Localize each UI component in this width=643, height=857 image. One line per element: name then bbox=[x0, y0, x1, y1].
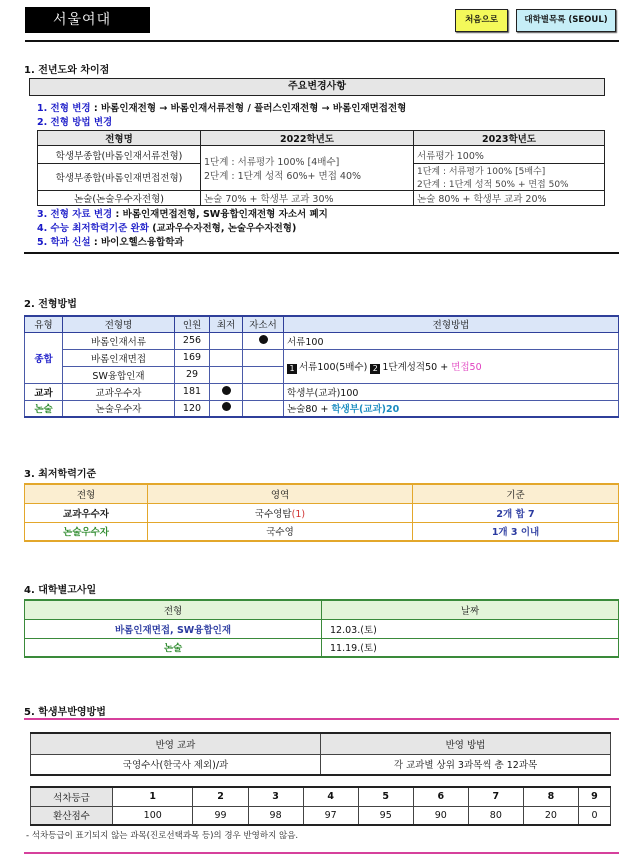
table-cell: 교과우수자 bbox=[25, 503, 148, 522]
step-2-icon: 2 bbox=[370, 364, 380, 374]
col-standard: 기준 bbox=[413, 484, 619, 503]
section-1-heading: 1. 전년도와 차이점 bbox=[24, 65, 110, 76]
table-cell: 학생부(교과)100 bbox=[284, 383, 619, 400]
table-cell: 국수영 bbox=[148, 522, 413, 541]
col-type: 전형 bbox=[25, 484, 148, 503]
table-cell: 국수영탐(1) bbox=[148, 503, 413, 522]
step-1-icon: 1 bbox=[287, 364, 297, 374]
type-comprehensive: 종합 bbox=[25, 332, 63, 383]
table-cell: 12.03.(토) bbox=[322, 619, 619, 638]
check-dot-icon bbox=[222, 386, 231, 395]
col-2023: 2023학년도 bbox=[414, 131, 605, 146]
grade-score-table bbox=[30, 786, 611, 826]
type-essay: 논술 bbox=[25, 400, 63, 417]
grade-cell: 1 bbox=[113, 787, 193, 806]
change-note-5: 5. 학과 신설 : 바이오헬스융합학과 bbox=[37, 237, 184, 248]
row-name: 학생부종합(바롬인재서류전형) bbox=[38, 146, 201, 164]
score-cell: 20 bbox=[523, 806, 578, 825]
score-cell: 90 bbox=[413, 806, 468, 825]
col-type: 유형 bbox=[25, 316, 63, 332]
col-method: 반영 방법 bbox=[321, 733, 611, 754]
row-name: 논술(논술우수자전형) bbox=[38, 191, 201, 206]
table-cell: 논술80 + 학생부(교과)20 bbox=[284, 400, 619, 417]
row-2023: 1단계 : 서류평가 100% [5배수] 2단계 : 1단계 성적 50% + 면접 50% bbox=[414, 164, 605, 191]
col-count: 인원 bbox=[175, 316, 210, 332]
grade-cell: 5 bbox=[358, 787, 413, 806]
score-cell: 95 bbox=[358, 806, 413, 825]
col-name: 전형명 bbox=[38, 131, 201, 146]
table-cell: 교과우수자 bbox=[63, 383, 175, 400]
change-note-3: 3. 전형 자료 변경 : 바롬인재면접전형, SW융합인재전형 자소서 폐지 bbox=[37, 209, 328, 220]
grade-cell: 3 bbox=[248, 787, 303, 806]
footnote: - 석차등급이 표기되지 않는 과목(진로선택과목 등)의 경우 반영하지 않음. bbox=[26, 831, 299, 841]
col-method: 전형방법 bbox=[284, 316, 619, 332]
score-cell: 0 bbox=[578, 806, 610, 825]
col-name: 전형명 bbox=[63, 316, 175, 332]
col-area: 영역 bbox=[148, 484, 413, 503]
table-cell bbox=[210, 349, 243, 366]
divider bbox=[24, 252, 619, 254]
table-cell bbox=[210, 400, 243, 417]
score-label: 환산점수 bbox=[31, 806, 113, 825]
admission-method-table bbox=[24, 315, 619, 418]
table-cell bbox=[243, 400, 284, 417]
table-cell: 논술 bbox=[25, 638, 322, 657]
table-cell: 각 교과별 상위 3과목씩 총 12과목 bbox=[321, 754, 611, 775]
score-cell: 99 bbox=[193, 806, 248, 825]
grade-cell: 8 bbox=[523, 787, 578, 806]
section-3-heading: 3. 최저학력기준 bbox=[24, 469, 97, 480]
minimum-standard-table bbox=[24, 483, 619, 542]
table-cell bbox=[243, 332, 284, 349]
section-5-heading: 5. 학생부반영방법 bbox=[24, 707, 106, 718]
col-subjects: 반영 교과 bbox=[31, 733, 321, 754]
col-2022: 2022학년도 bbox=[201, 131, 414, 146]
table-cell: 1 서류100(5배수) 2 1단계성적50 + 면접50 bbox=[284, 349, 619, 383]
change-note-4: 4. 수능 최저학력기준 완화 (교과우수자전형, 논술우수자전형) bbox=[37, 223, 297, 234]
table-cell: 국영수사(한국사 제외)/과 bbox=[31, 754, 321, 775]
table-cell: 논술우수자 bbox=[63, 400, 175, 417]
change-note-1: 1. 전형 변경 : 바롬인재전형 → 바롬인재서류전형 / 플러스인재전형 → 바롬인재면접전형 bbox=[37, 103, 407, 114]
table-cell: 120 bbox=[175, 400, 210, 417]
divider bbox=[24, 852, 619, 854]
check-dot-icon bbox=[222, 402, 231, 411]
grade-cell: 2 bbox=[193, 787, 248, 806]
changes-box-title: 주요변경사항 bbox=[29, 78, 605, 96]
table-cell: 논술우수자 bbox=[25, 522, 148, 541]
type-subject: 교과 bbox=[25, 383, 63, 400]
grade-cell: 6 bbox=[413, 787, 468, 806]
score-cell: 80 bbox=[468, 806, 523, 825]
col-date: 날짜 bbox=[322, 600, 619, 619]
grade-cell: 4 bbox=[303, 787, 358, 806]
check-dot-icon bbox=[259, 335, 268, 344]
section-2-heading: 2. 전형방법 bbox=[24, 299, 77, 310]
table-cell: 169 bbox=[175, 349, 210, 366]
grade-cell: 7 bbox=[468, 787, 523, 806]
row-2023: 서류평가 100% bbox=[414, 146, 605, 164]
row-2022: 논술 70% + 학생부 교과 30% bbox=[201, 191, 414, 206]
col-minimum: 최저 bbox=[210, 316, 243, 332]
exam-date-table bbox=[24, 599, 619, 658]
table-cell bbox=[243, 349, 284, 366]
change-note-2: 2. 전형 방법 변경 bbox=[37, 117, 113, 128]
row-name: 학생부종합(바롬인재면접전형) bbox=[38, 164, 201, 191]
table-cell: 바롬인재면접 bbox=[63, 349, 175, 366]
table-cell: 서류100 bbox=[284, 332, 619, 349]
home-button[interactable]: 처음으로 bbox=[455, 9, 508, 32]
table-cell: 11.19.(토) bbox=[322, 638, 619, 657]
university-list-button[interactable]: 대학별목록 (SEOUL) bbox=[516, 9, 616, 32]
col-essay: 자소서 bbox=[243, 316, 284, 332]
score-cell: 98 bbox=[248, 806, 303, 825]
row-2023: 논술 80% + 학생부 교과 20% bbox=[414, 191, 605, 206]
section-4-heading: 4. 대학별고사일 bbox=[24, 585, 97, 596]
col-type: 전형 bbox=[25, 600, 322, 619]
table-cell: 바롬인재서류 bbox=[63, 332, 175, 349]
divider bbox=[25, 40, 619, 42]
table-cell: 256 bbox=[175, 332, 210, 349]
table-cell: 바롬인재면접, SW융합인재 bbox=[25, 619, 322, 638]
table-cell bbox=[243, 383, 284, 400]
score-cell: 97 bbox=[303, 806, 358, 825]
grade-cell: 9 bbox=[578, 787, 610, 806]
table-cell bbox=[243, 366, 284, 383]
table-cell: 1개 3 이내 bbox=[413, 522, 619, 541]
change-table bbox=[37, 130, 605, 206]
table-cell bbox=[210, 383, 243, 400]
table-cell: SW융합인재 bbox=[63, 366, 175, 383]
page-title: 서울여대 bbox=[25, 7, 150, 33]
table-cell bbox=[210, 332, 243, 349]
table-cell: 181 bbox=[175, 383, 210, 400]
divider bbox=[24, 718, 619, 720]
grade-label: 석차등급 bbox=[31, 787, 113, 806]
table-cell bbox=[210, 366, 243, 383]
row-2022: 1단계 : 서류평가 100% [4배수] 2단계 : 1단계 성적 60%+ 면접 40% bbox=[201, 146, 414, 191]
score-cell: 100 bbox=[113, 806, 193, 825]
table-cell: 2개 합 7 bbox=[413, 503, 619, 522]
table-cell: 29 bbox=[175, 366, 210, 383]
reflection-table bbox=[30, 732, 611, 776]
